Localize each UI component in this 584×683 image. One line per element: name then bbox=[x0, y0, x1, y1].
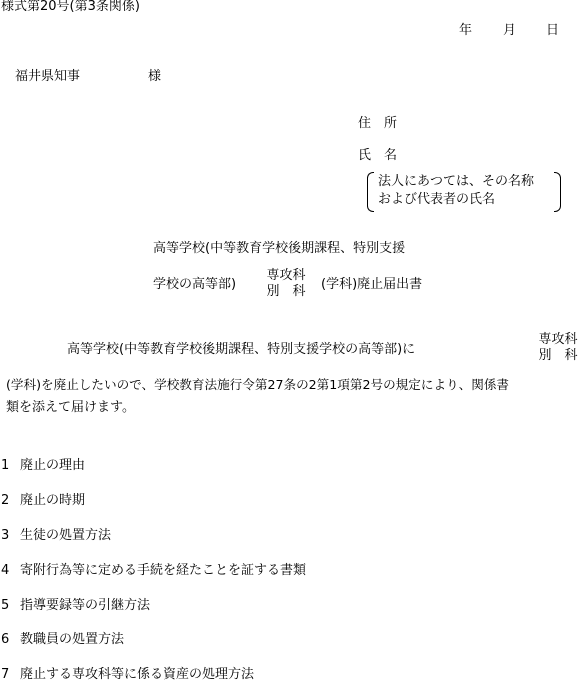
item-text: 廃止の理由 bbox=[20, 458, 86, 473]
item-text: 廃止の時期 bbox=[20, 493, 86, 508]
item-text: 寄附行為等に定める手続を経たことを証する書類 bbox=[20, 563, 307, 578]
applicant-note-line1: 法人にあつては、その名称 bbox=[378, 174, 535, 189]
applicant-note-bracket bbox=[367, 172, 561, 212]
body-line2: (学科)を廃止したいので、学校教育法施行令第27条の2第1項第2号の規定により、関係書 bbox=[6, 377, 510, 392]
body-option-bekka: 別 科 bbox=[538, 348, 578, 363]
body-line1: 高等学校(中等教育学校後期課程、特別支援学校の高等部)に bbox=[67, 342, 416, 357]
item-text: 廃止する専攻科等に係る資産の処理方法 bbox=[20, 667, 255, 682]
date-month: 月 bbox=[503, 23, 517, 38]
addressee-name: 福井県知事 bbox=[15, 69, 81, 84]
form-label: 様式第20号(第3条関係) bbox=[1, 0, 140, 14]
applicant-note-line2: および代表者の氏名 bbox=[378, 192, 496, 207]
name-label: 氏 名 bbox=[358, 148, 398, 163]
title-line2-prefix: 学校の高等部) bbox=[153, 277, 237, 292]
item-number: 6 bbox=[1, 632, 10, 647]
left-bracket bbox=[367, 172, 374, 212]
title-course-options bbox=[262, 268, 310, 300]
item-number: 1 bbox=[1, 458, 10, 473]
item-number: 7 bbox=[1, 667, 10, 682]
item-number: 2 bbox=[1, 493, 10, 508]
date-year: 年 bbox=[459, 23, 473, 38]
item-number: 3 bbox=[1, 528, 10, 543]
title-option-senkoka: 専攻科 bbox=[266, 268, 306, 283]
title-option-bekka: 別 科 bbox=[266, 284, 306, 299]
body-course-options bbox=[532, 332, 584, 364]
right-bracket bbox=[554, 172, 561, 212]
item-number: 5 bbox=[1, 598, 10, 613]
item-text: 指導要録等の引継方法 bbox=[20, 598, 151, 613]
addressee-honorific: 様 bbox=[148, 69, 162, 84]
item-number: 4 bbox=[1, 563, 10, 578]
item-text: 教職員の処置方法 bbox=[20, 632, 125, 647]
date-day: 日 bbox=[546, 23, 560, 38]
body-line3: 類を添えて届けます。 bbox=[6, 400, 135, 415]
title-line1: 高等学校(中等教育学校後期課程、特別支援 bbox=[153, 241, 406, 256]
body-option-senkoka: 専攻科 bbox=[538, 332, 578, 347]
item-text: 生徒の処置方法 bbox=[20, 528, 112, 543]
title-line2-suffix: (学科)廃止届出書 bbox=[321, 277, 423, 292]
address-label: 住 所 bbox=[358, 116, 398, 131]
